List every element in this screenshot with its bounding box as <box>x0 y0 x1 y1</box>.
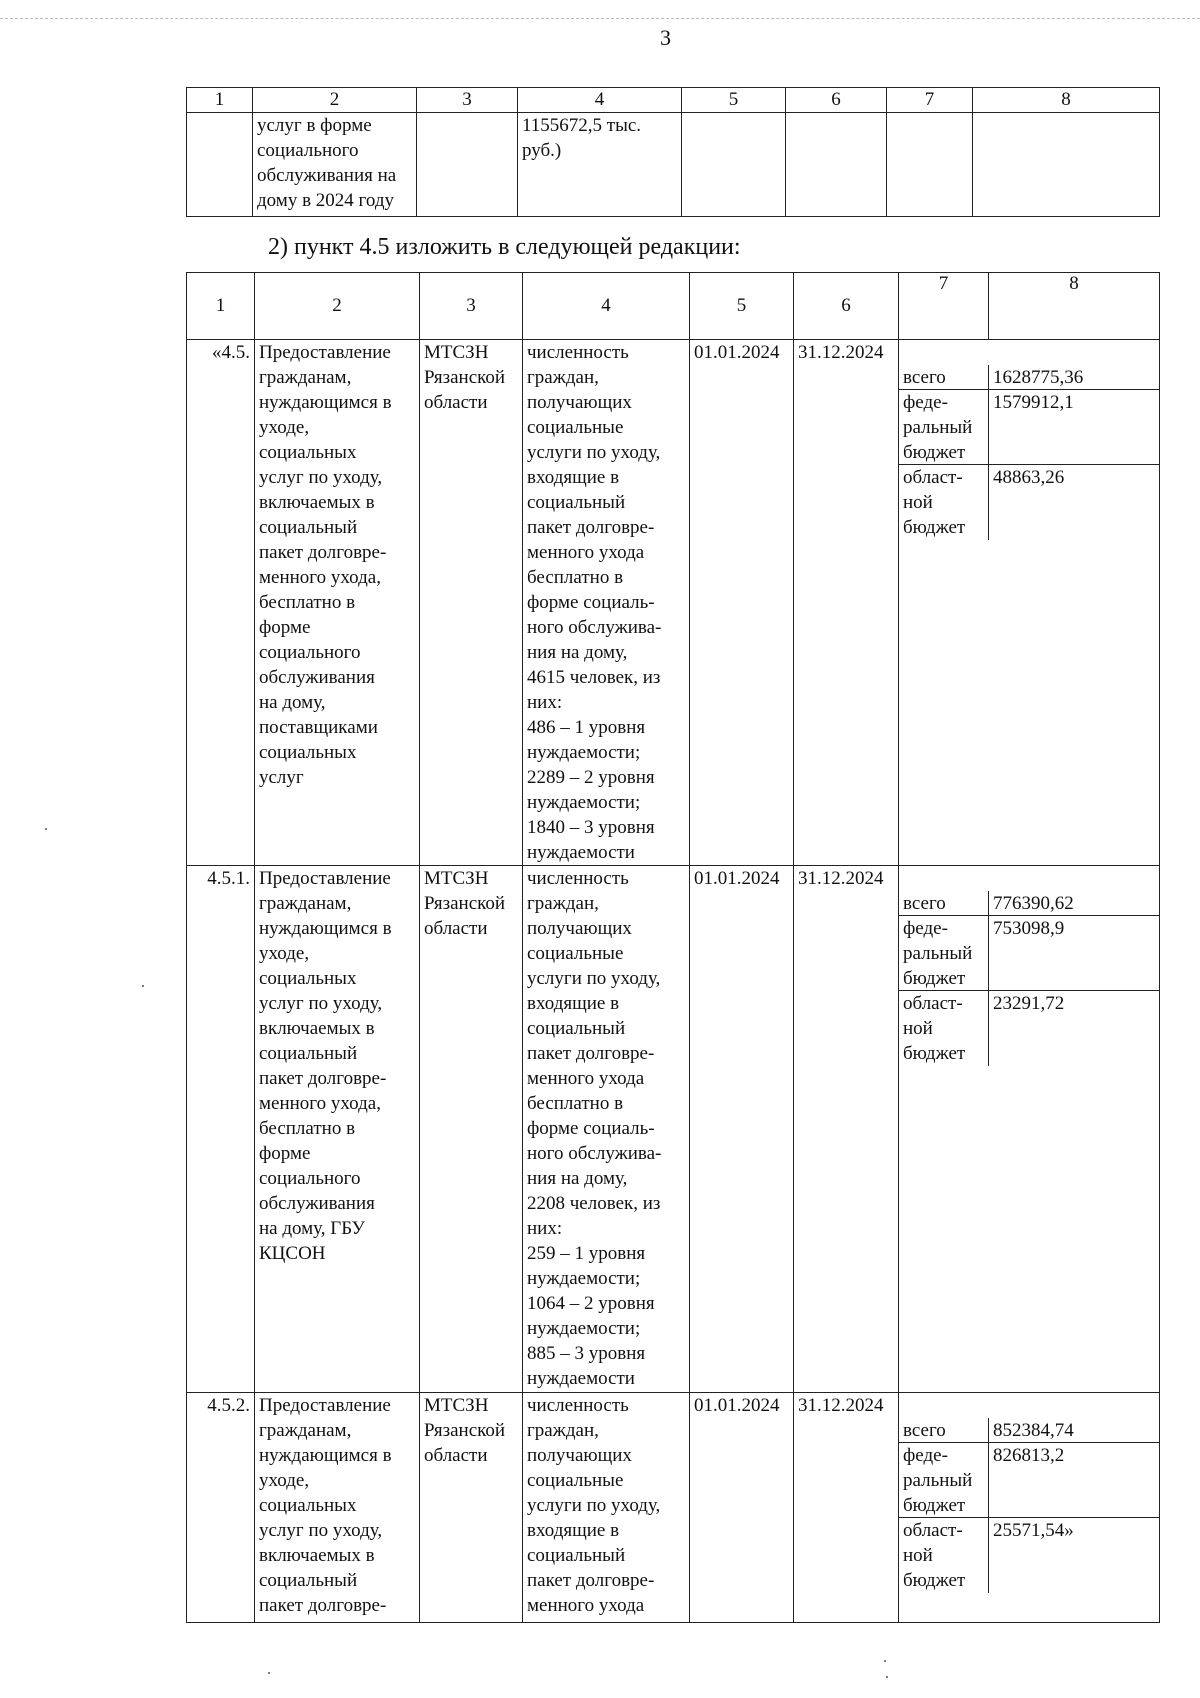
scan-speck <box>268 1672 270 1674</box>
funding-source: всего <box>899 891 989 916</box>
column-number: 2 <box>253 88 417 113</box>
cell-indicator: численность граждан, получающих социальные услуги по уходу, входящие в социальный пакет долговре- менного ухода бесплатно в форме социаль- ного обслужива- ния на дому, 4615 человек, из них: 486 – 1 уровня нуждаемости; 2289 – 2 уровня нуждаемости; 1840 – 3 уровня нуждаемости <box>523 340 690 866</box>
funding-source: феде- ральный бюджет <box>899 1443 989 1518</box>
page-number: 3 <box>660 25 671 50</box>
funding-cell <box>899 340 1160 866</box>
column-number: 5 <box>690 273 794 340</box>
cell-executor: МТСЗН Рязанской области <box>420 340 523 866</box>
column-number: 4 <box>523 273 690 340</box>
column-number: 8 <box>1069 273 1079 294</box>
scan-speck <box>45 828 47 830</box>
cell-service: Предоставление гражданам, нуждающимся в уходе, социальных услуг по уходу, включаемых в социальный пакет долговре- <box>255 1393 420 1623</box>
cell-amount <box>973 113 1160 217</box>
cell-end: 31.12.2024 <box>794 340 899 866</box>
table-row <box>187 340 1160 866</box>
cell-indicator: численность граждан, получающих социальные услуги по уходу, входящие в социальный пакет долговре- менного ухода бесплатно в форме социаль- ного обслужива- ния на дому, 2208 человек, из них: 259 – 1 уровня нуждаемости; 1064 – 2 уровня нуждаемости; 885 – 3 уровня нуждаемости <box>523 866 690 1393</box>
funding-amount: 48863,26 <box>993 467 1065 488</box>
table-row <box>187 1393 1160 1623</box>
column-number-row <box>187 88 1160 113</box>
cell-start <box>682 113 786 217</box>
cell-executor: МТСЗН Рязанской области <box>420 866 523 1393</box>
continuation-table <box>186 87 1160 217</box>
funding-amount: 826813,2 <box>989 1443 1159 1518</box>
funding-source: област- ной бюджет <box>899 1518 989 1593</box>
amendment-text: 2) пункт 4.5 изложить в следующей редакции: <box>268 234 741 260</box>
column-number: 4 <box>518 88 682 113</box>
funding-amount: 753098,9 <box>989 916 1159 991</box>
funding-amount: 1579912,1 <box>989 390 1159 465</box>
funding-amount: 25571,54» <box>993 1520 1074 1541</box>
column-number: 5 <box>682 88 786 113</box>
column-number: 6 <box>786 88 887 113</box>
column-number: 8 <box>973 88 1160 113</box>
cell-start: 01.01.2024 <box>690 866 794 1393</box>
cell-end <box>786 113 887 217</box>
column-number: 1 <box>187 88 253 113</box>
cell-service: Предоставление гражданам, нуждающимся в уходе, социальных услуг по уходу, включаемых в социальный пакет долговре- менного ухода, бесплатно в форме социального обслуживания на дому, поставщиками социальных услуг <box>255 340 420 866</box>
cell-num: 4.5.1. <box>187 866 255 1393</box>
column-number: 7 <box>887 88 973 113</box>
cell-start: 01.01.2024 <box>690 340 794 866</box>
funding-source: всего <box>899 1418 989 1443</box>
cell-executor: МТСЗН Рязанской области <box>420 1393 523 1623</box>
scan-edge-line <box>0 18 1200 21</box>
column-number: 3 <box>420 273 523 340</box>
cell-end: 31.12.2024 <box>794 866 899 1393</box>
cell-num: «4.5. <box>187 340 255 866</box>
funding-amount: 23291,72 <box>993 993 1065 1014</box>
cell-num: 4.5.2. <box>187 1393 255 1623</box>
cell-indicator: 1155672,5 тыс. руб.) <box>518 113 682 217</box>
table-row <box>187 113 1160 217</box>
column-number-pair <box>899 273 1160 340</box>
cell-service: Предоставление гражданам, нуждающимся в уходе, социальных услуг по уходу, включаемых в социальный пакет долговре- менного ухода, бесплатно в форме социального обслуживания на дому, ГБУ КЦСОН <box>255 866 420 1393</box>
cell-service: услуг в форме социального обслуживания на дому в 2024 году <box>253 113 417 217</box>
funding-cell <box>899 866 1160 1393</box>
program-table <box>186 272 1160 1623</box>
funding-amount: 776390,62 <box>989 891 1159 916</box>
cell-indicator: численность граждан, получающих социальные услуги по уходу, входящие в социальный пакет долговре- менного ухода <box>523 1393 690 1623</box>
column-number: 3 <box>417 88 518 113</box>
funding-source: феде- ральный бюджет <box>899 390 989 465</box>
funding-source: феде- ральный бюджет <box>899 916 989 991</box>
column-number-row <box>187 273 1160 340</box>
cell-num <box>187 113 253 217</box>
column-number: 1 <box>187 273 255 340</box>
funding-amount: 852384,74 <box>989 1418 1159 1443</box>
scan-speck <box>142 985 144 987</box>
cell-start: 01.01.2024 <box>690 1393 794 1623</box>
column-number: 7 <box>899 273 989 339</box>
funding-source: област- ной бюджет <box>899 991 989 1066</box>
funding-cell <box>899 1393 1160 1623</box>
cell-source <box>887 113 973 217</box>
cell-executor <box>417 113 518 217</box>
funding-amount: 1628775,36 <box>989 365 1159 390</box>
funding-source: област- ной бюджет <box>899 465 989 540</box>
column-number: 6 <box>794 273 899 340</box>
table-row <box>187 866 1160 1393</box>
cell-end: 31.12.2024 <box>794 1393 899 1623</box>
column-number: 2 <box>255 273 420 340</box>
funding-source: всего <box>899 365 989 390</box>
scan-speck <box>884 1660 886 1662</box>
scan-speck <box>886 1676 888 1678</box>
